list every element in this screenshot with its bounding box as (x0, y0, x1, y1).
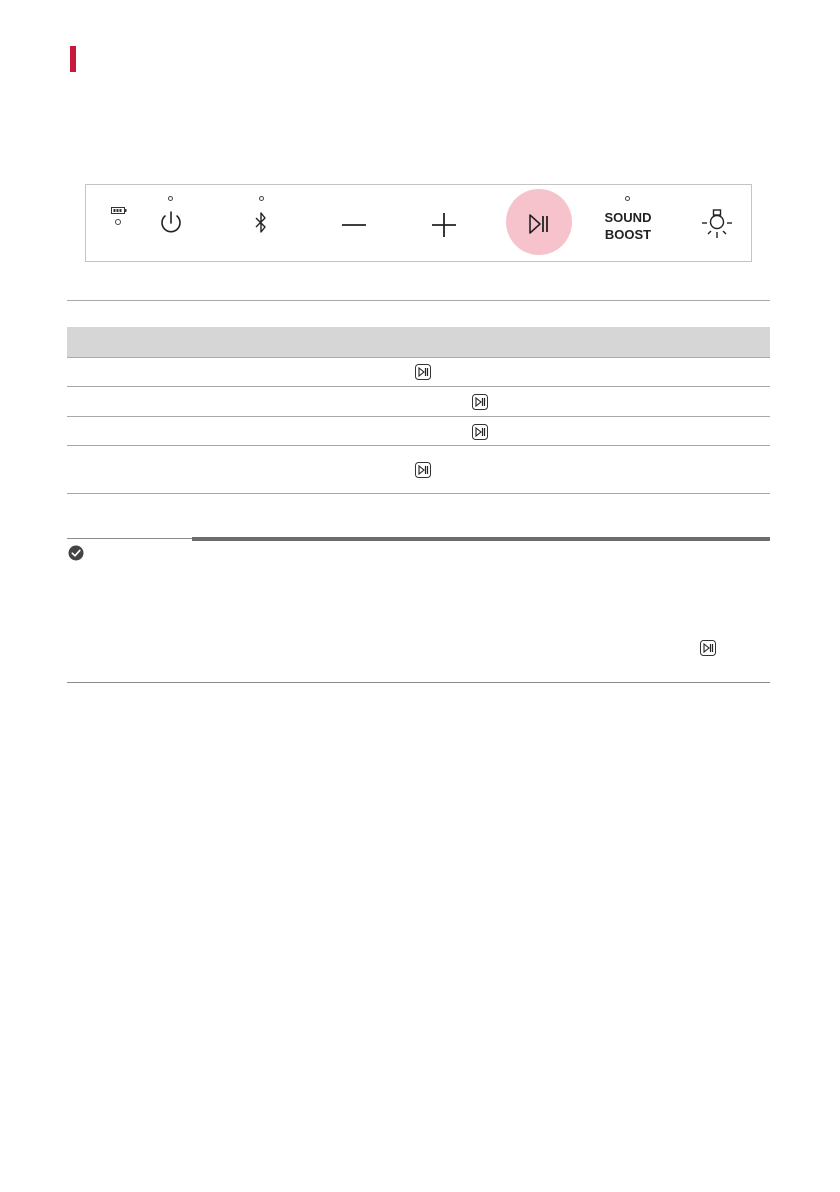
section-marker (70, 46, 76, 72)
power-led (168, 196, 173, 201)
note-top-rule (67, 538, 192, 539)
plus-icon (431, 212, 457, 238)
power-icon (158, 210, 184, 238)
note-top-bar (192, 537, 770, 541)
table-row-rule (67, 445, 770, 446)
sound-boost-led (625, 196, 630, 201)
sound-boost-line2: BOOST (604, 227, 652, 242)
volume-down-button[interactable] (341, 215, 367, 235)
table-bottom-rule (67, 493, 770, 494)
sound-boost-line1: SOUND (604, 210, 652, 225)
battery-icon (110, 205, 130, 227)
bluetooth-button[interactable] (251, 210, 271, 238)
table-row-4-play-pause-icon (415, 462, 431, 483)
table-row-rule (67, 386, 770, 387)
sound-boost-button[interactable] (600, 209, 656, 243)
note-box (68, 545, 84, 566)
table-row-2-play-pause-icon (472, 394, 488, 415)
play-pause-button[interactable] (527, 213, 551, 235)
check-circle-icon (68, 545, 84, 561)
battery-indicator (110, 205, 130, 227)
table-row-rule (67, 416, 770, 417)
table-row-1-play-pause-icon (415, 364, 431, 385)
light-button[interactable] (701, 208, 733, 242)
note-bottom-rule (67, 682, 770, 683)
table-header-rule (67, 357, 770, 358)
table-row-3-play-pause-icon (472, 424, 488, 445)
table-header (67, 327, 770, 357)
note-play-pause-icon (700, 640, 716, 661)
minus-icon (341, 215, 367, 235)
volume-up-button[interactable] (431, 212, 457, 238)
power-button[interactable] (158, 210, 184, 238)
control-panel (85, 184, 752, 262)
light-bulb-icon (701, 208, 733, 242)
table-top-rule (67, 300, 770, 301)
bluetooth-icon (251, 210, 271, 238)
play-pause-icon (527, 213, 551, 235)
bluetooth-led (259, 196, 264, 201)
